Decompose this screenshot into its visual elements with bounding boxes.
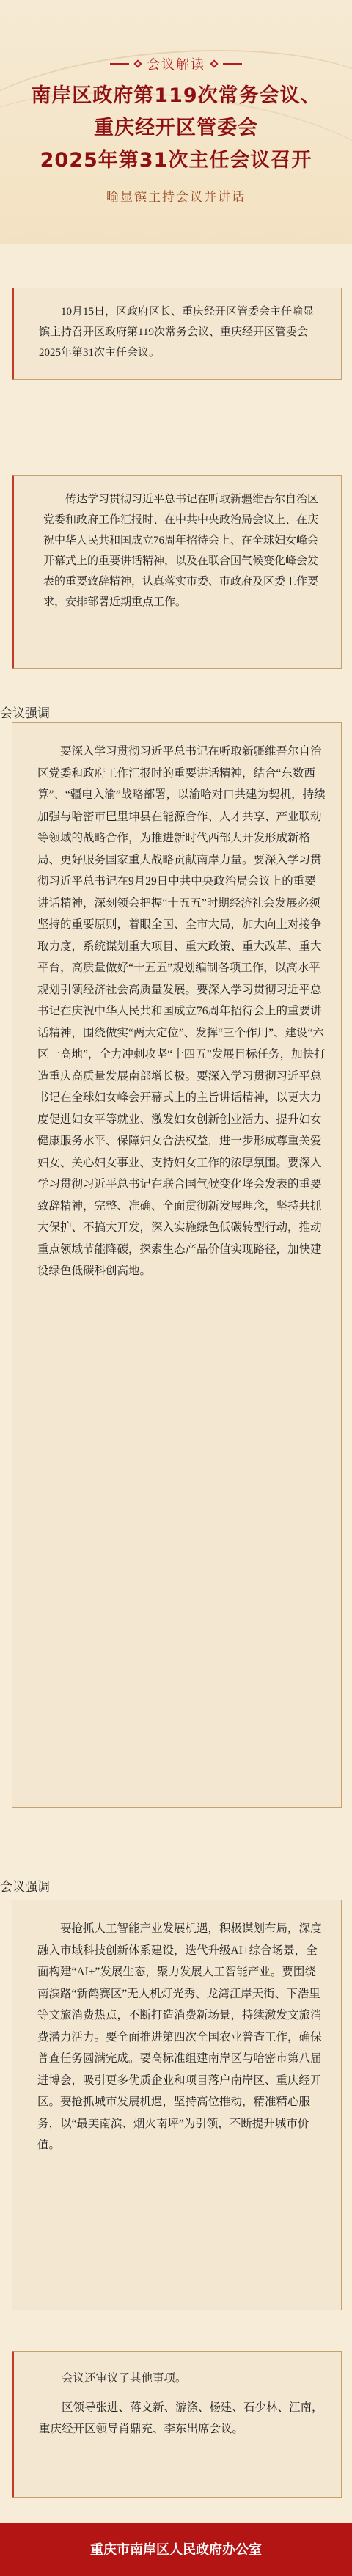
closing-paragraph-2: 区领导张进、蒋文新、游涤、杨建、石少林、江南，重庆经开区领导肖鼎充、李东出席会议。 [39, 2401, 323, 2435]
section-heading-label: 会议强调 [0, 706, 50, 721]
footer-label: 重庆市南岸区人民政府办公室 [90, 2542, 262, 2558]
footer-bar [0, 2523, 352, 2576]
section-tag [110, 54, 242, 73]
intro-paragraph: 10月15日，区政府区长、重庆经开区管委会主任喻显镔主持召开区政府第119次常务会议、重庆经开区管委会2025年第31次主任会议。 [39, 306, 315, 359]
closing-box [12, 2351, 342, 2498]
lead-box [12, 475, 342, 669]
tag-label: 会议解读 [147, 57, 205, 72]
section-heading-2 [0, 1876, 50, 1895]
diamond-icon [133, 59, 142, 67]
section2-box [12, 1900, 342, 2310]
diamond-icon [210, 59, 218, 67]
tag-line [110, 63, 129, 65]
headline-line-1: 南岸区政府第119次常务会议、 [31, 84, 321, 107]
section-heading-label: 会议强调 [0, 1880, 50, 1895]
intro-box [12, 288, 342, 380]
section2-paragraph: 要抢抓人工智能产业发展机遇，积极谋划布局，深度融入市域科技创新体系建设，迭代升级AI+综合场景，全面构建“AI+”发展生态，聚力发展人工智能产业。要围绕南滨路“新鹤赛区”无人机灯光秀、龙湾江岸天街、下浩里等文旅消费热点，不断打造消费新场景，持续激发文旅消费潜力活力。要全面推进第四次全国农业普查工作，确保普查任务圆满完成。要高标准组建南岸区与哈密市第八届进博会，吸引更多优质企业和项目落户南岸区、重庆经开区。要抢抓城市发展机遇，坚持高位推动，精准精心服务，以“最美南滨、烟火南坪”为引领，不断提升城市价值。 [37, 1922, 322, 2151]
headline-line-3: 2025年第31次主任会议召开 [40, 149, 312, 172]
section-heading-1 [0, 703, 50, 721]
tag-line [223, 63, 242, 65]
section1-box [12, 722, 342, 1808]
header-banner [0, 0, 352, 244]
headline-line-2: 重庆经开区管委会 [94, 117, 258, 139]
section1-paragraph: 要深入学习贯彻习近平总书记在听取新疆维吾尔自治区党委和政府工作汇报时的重要讲话精神，结合“东数西算”、“疆电入渝”战略部署，以渝哈对口共建为契机，持续加强与哈密市巴里坤县在能源合作、人才共享、产业联动等领域的战略合作，为推进新时代西部大开发形成新格局、更好服务国家重大战略贡献南岸力量。要深入学习贯彻习近平总书记在9月29日中共中央政治局会议上的重要讲话精神，深刻领会把握“十五五”时期经济社会发展必须坚持的重要原则，着眼全国、全市大局，加大向上对接争取力度，系统谋划重大项目、重大政策、重大改革、重大平台，高质量做好“十五五”规划编制各项工作，以高水平规划引领经济社会高质量发展。要深入学习贯彻习近平总书记在庆祝中华人民共和国成立76周年招待会上的重要讲话精神，围绕做实“两大定位”、发挥“三个作用”、建设“六区一高地”，全力冲刺攻坚“十四五”发展目标任务，加快打造重庆高质量发展南部增长极。要深入学习贯彻习近平总书记在全球妇女峰会开幕式上的主旨讲话精神，以更大力度促进妇女平等就业、激发妇女创新创业活力、提升妇女健康服务水平、保障妇女合法权益，进一步形成尊重关爱妇女、关心妇女事业、支持妇女工作的浓厚氛围。要深入学习贯彻习近平总书记在联合国气候变化峰会发表的重要致辞精神，完整、准确、全面贯彻新发展理念，坚持共抓大保护、不搞大开发，深入实施绿色低碳转型行动，推动重点领域节能降碳，探索生态产品价值实现路径，加快建设绿色低碳科创高地。 [37, 745, 326, 1277]
lead-paragraph: 传达学习贯彻习近平总书记在听取新疆维吾尔自治区党委和政府工作汇报时、在中共中央政治局会议上、在庆祝中华人民共和国成立76周年招待会上、在全球妇女峰会开幕式上的重要讲话精神，以及在联合国气候变化峰会发表的重要致辞精神，认真落实市委、市政府及区委工作要求，安排部署近期重点工作。 [43, 494, 319, 608]
subtitle: 喻显镔主持会议并讲话 [106, 190, 246, 204]
closing-paragraph-1: 会议还审议了其他事项。 [62, 2372, 187, 2385]
